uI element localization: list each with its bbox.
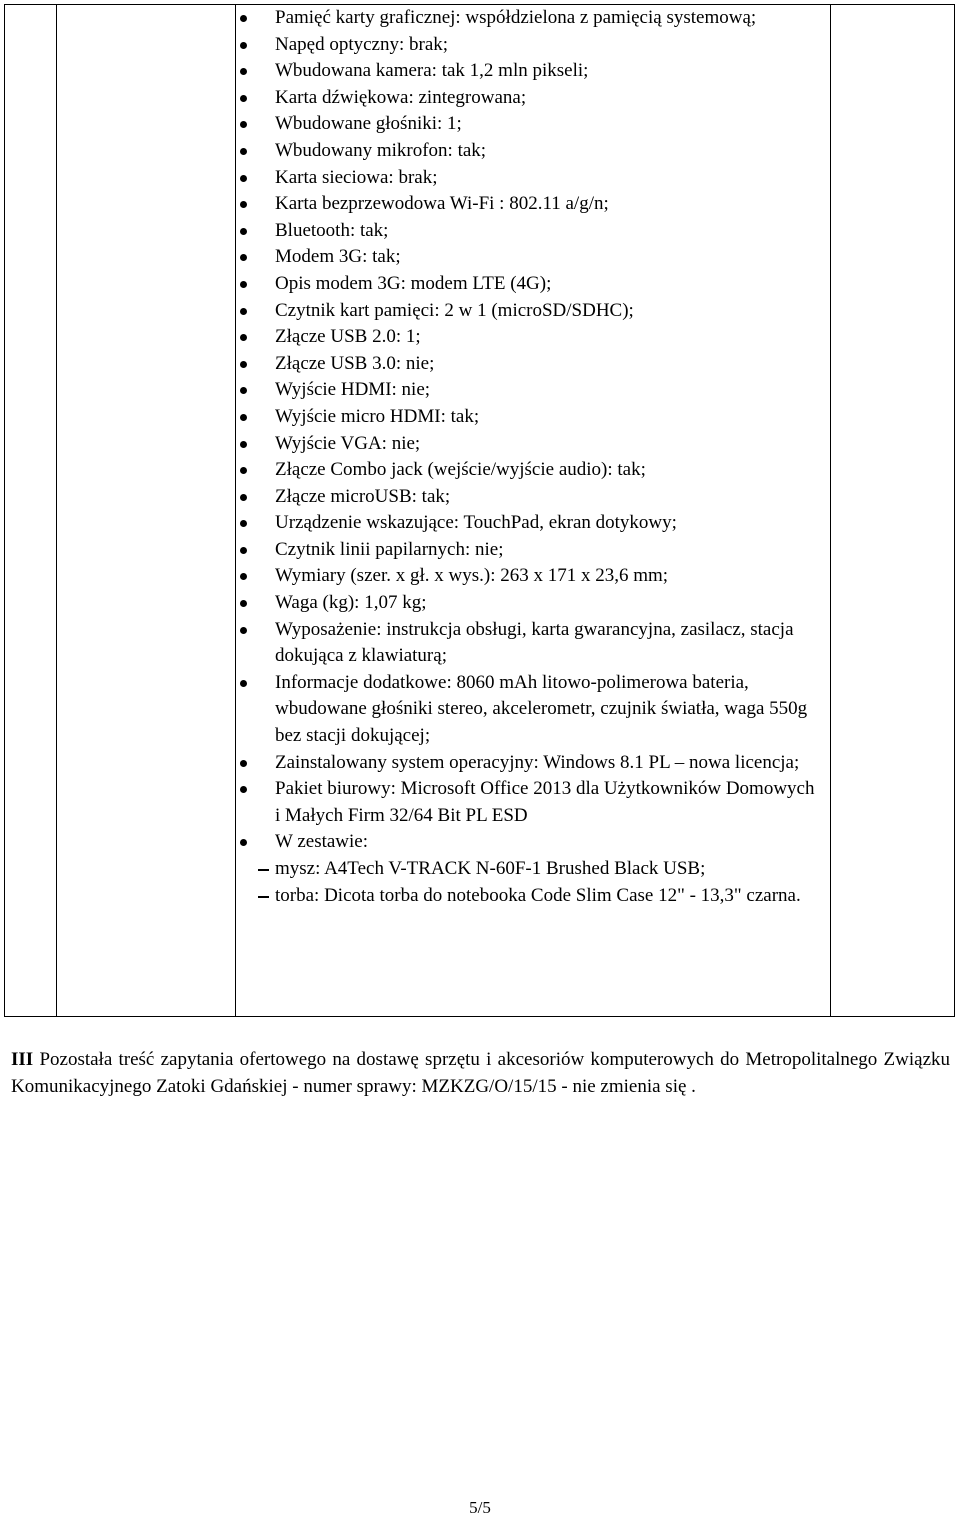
spec-list-item: Bluetooth: tak; [275, 218, 820, 245]
spec-list-item: Wbudowana kamera: tak 1,2 mln pikseli; [275, 58, 820, 85]
spec-list-item: Wbudowany mikrofon: tak; [275, 138, 820, 165]
spec-list-item: Opis modem 3G: modem LTE (4G); [275, 271, 820, 298]
spec-list-item: Karta bezprzewodowa Wi-Fi : 802.11 a/g/n; [275, 191, 820, 218]
spec-list-item: Modem 3G: tak; [275, 244, 820, 271]
spec-list-item: Złącze microUSB: tak; [275, 484, 820, 511]
spec-list-item: mysz: A4Tech V-TRACK N-60F-1 Brushed Black USB; [275, 856, 820, 883]
spec-list-item: Waga (kg): 1,07 kg; [275, 590, 820, 617]
spec-list-item: Wymiary (szer. x gł. x wys.): 263 x 171 x 23,6 mm; [275, 563, 820, 590]
spec-list-item: Pamięć karty graficznej: współdzielona z pamięcią systemową; [275, 5, 820, 32]
spec-list-item: Zainstalowany system operacyjny: Windows 8.1 PL – nowa licencja; [275, 750, 820, 777]
table-column-divider [56, 5, 57, 1016]
spec-list-item: Napęd optyczny: brak; [275, 32, 820, 59]
spec-list-item: Wyposażenie: instrukcja obsługi, karta gwarancyjna, zasilacz, stacja dokująca z klawiaturą; [275, 617, 820, 670]
spec-list-item: Informacje dodatkowe: 8060 mAh litowo-polimerowa bateria, wbudowane głośniki stereo, akcelerometr, czujnik światła, waga 550g bez stacji dokującej; [275, 670, 820, 750]
spec-list-item: Wyjście VGA: nie; [275, 431, 820, 458]
spec-list-item: torba: Dicota torba do notebooka Code Slim Case 12" - 13,3" czarna. [275, 883, 820, 910]
section-number: III [11, 1049, 34, 1070]
spec-list-item: Wbudowane głośniki: 1; [275, 111, 820, 138]
closing-paragraph [11, 1047, 950, 1100]
spec-list-item: Pakiet biurowy: Microsoft Office 2013 dla Użytkowników Domowych i Małych Firm 32/64 Bit PL ESD [275, 776, 820, 829]
spec-list-item: Urządzenie wskazujące: TouchPad, ekran dotykowy; [275, 510, 820, 537]
spec-list-item: Karta dźwiękowa: zintegrowana; [275, 85, 820, 112]
spec-list-item: Czytnik kart pamięci: 2 w 1 (microSD/SDHC); [275, 298, 820, 325]
spec-list-item: Złącze Combo jack (wejście/wyjście audio): tak; [275, 457, 820, 484]
spec-list-item: Wyjście micro HDMI: tak; [275, 404, 820, 431]
spec-list-item: W zestawie: [275, 829, 820, 856]
closing-text: Pozostała treść zapytania ofertowego na dostawę sprzętu i akcesoriów komputerowych do Metropolitalnego Związku Komunikacyjnego Zatoki Gdańskiej - numer sprawy: MZKZG/O/15/15 - nie zmienia się . [11, 1049, 951, 1097]
spec-list-item: Czytnik linii papilarnych: nie; [275, 537, 820, 564]
table-column-divider [235, 5, 236, 1016]
spec-list-item: Wyjście HDMI: nie; [275, 377, 820, 404]
specification-list [275, 5, 820, 909]
spec-list-item: Złącze USB 3.0: nie; [275, 351, 820, 378]
spec-list-item: Złącze USB 2.0: 1; [275, 324, 820, 351]
spec-list-item: Karta sieciowa: brak; [275, 165, 820, 192]
page-number: 5/5 [469, 1498, 491, 1517]
table-column-divider [830, 5, 831, 1016]
